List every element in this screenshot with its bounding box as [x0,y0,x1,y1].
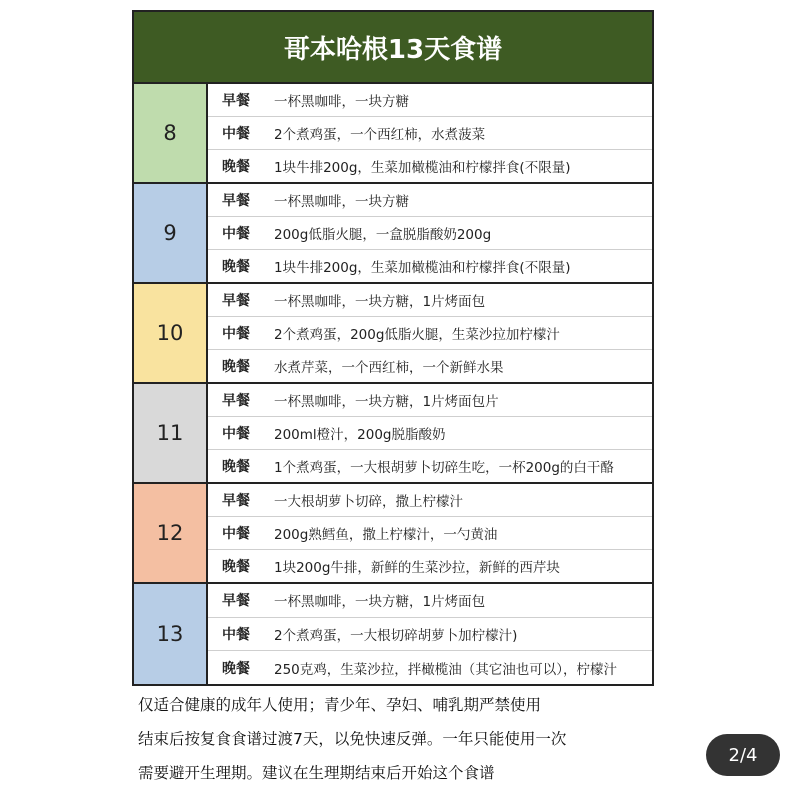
meal-row [208,417,652,450]
day-number: 9 [134,184,208,282]
meal-label: 中餐 [222,426,250,442]
meal-row [208,117,652,150]
meal-row [208,184,652,217]
meal-text: 一杯黑咖啡，一块方糖，1片烤面包 [274,294,486,310]
meal-label: 晚餐 [222,259,250,275]
meal-row [208,550,652,582]
day-number: 11 [134,384,208,482]
meal-text: 1块牛排200g，生菜加橄榄油和柠檬拌食(不限量) [274,160,571,176]
meal-list [208,584,652,684]
meal-text: 一杯黑咖啡，一块方糖，1片烤面包 [274,594,486,611]
day-number: 8 [134,84,208,182]
meal-label: 早餐 [222,93,250,109]
meal-row [208,350,652,382]
meal-text: 一杯黑咖啡，一块方糖，1片烤面包片 [274,394,499,410]
meal-text: 1块牛排200g，生菜加橄榄油和柠檬拌食(不限量) [274,260,571,276]
meal-text: 水煮芹菜，一个西红柿，一个新鲜水果 [274,360,504,376]
day-number: 13 [134,584,208,684]
meal-text: 200g低脂火腿，一盒脱脂酸奶200g [274,227,492,243]
meal-text: 250克鸡，生菜沙拉，拌橄榄油（其它油也可以），柠檬汁 [274,661,618,678]
meal-label: 中餐 [222,627,250,643]
note-line: 结束后按复食食谱过渡7天，以免快速反弹。一年只能使用一次 [138,730,567,748]
meal-row [208,284,652,317]
meal-label: 早餐 [222,193,250,209]
day-row [134,384,652,484]
meal-row [208,150,652,182]
note-line: 需要避开生理期。建议在生理期结束后开始这个食谱 [138,764,495,782]
meal-row [208,651,652,684]
meal-text: 一杯黑咖啡，一块方糖 [274,194,409,210]
meal-list [208,84,652,182]
meal-label: 早餐 [222,493,250,509]
day-row [134,284,652,384]
days-container [134,84,652,684]
day-row [134,184,652,284]
meal-text: 200g熟鳕鱼，撒上柠檬汁，一勺黄油 [274,527,498,543]
day-row [134,484,652,584]
meal-text: 一大根胡萝卜切碎，撒上柠檬汁 [274,494,463,510]
meal-label: 中餐 [222,526,250,542]
meal-label: 早餐 [222,593,250,610]
meal-text: 2个煮鸡蛋，一个西红柿，水煮菠菜 [274,127,486,143]
meal-label: 早餐 [222,393,250,409]
meal-text: 1个煮鸡蛋，一大根胡萝卜切碎生吃，一杯200g的白干酪 [274,460,614,476]
meal-row [208,384,652,417]
meal-label: 中餐 [222,326,250,342]
meal-row [208,618,652,652]
notes [138,688,566,790]
meal-label: 早餐 [222,293,250,309]
meal-list [208,384,652,482]
meal-label: 晚餐 [222,359,250,375]
meal-list [208,184,652,282]
meal-label: 中餐 [222,126,250,142]
meal-list [208,484,652,582]
meal-row [208,84,652,117]
meal-label: 晚餐 [222,159,250,175]
note-line: 仅适合健康的成年人使用；青少年、孕妇、哺乳期严禁使用 [138,696,542,714]
day-row [134,84,652,184]
meal-label: 中餐 [222,226,250,242]
meal-row [208,317,652,350]
meal-row [208,250,652,282]
meal-text: 2个煮鸡蛋，200g低脂火腿，生菜沙拉加柠檬汁 [274,327,560,343]
meal-text: 2个煮鸡蛋，一大根切碎胡萝卜加柠檬汁) [274,628,518,644]
meal-list [208,284,652,382]
meal-label: 晚餐 [222,660,250,677]
meal-label: 晚餐 [222,559,250,575]
meal-text: 200ml橙汁，200g脱脂酸奶 [274,427,446,443]
table-title: 哥本哈根13天食谱 [134,12,652,84]
meal-label: 晚餐 [222,459,250,475]
day-number: 12 [134,484,208,582]
day-row [134,584,652,684]
day-number: 10 [134,284,208,382]
meal-row [208,450,652,482]
meal-row [208,484,652,517]
meal-row [208,517,652,550]
meal-row [208,217,652,250]
meal-text: 一杯黑咖啡，一块方糖 [274,94,409,110]
meal-row [208,584,652,618]
diet-table [132,10,654,686]
meal-text: 1块200g牛排，新鲜的生菜沙拉，新鲜的西芹块 [274,560,560,576]
page-indicator[interactable]: 2/4 [706,734,780,776]
